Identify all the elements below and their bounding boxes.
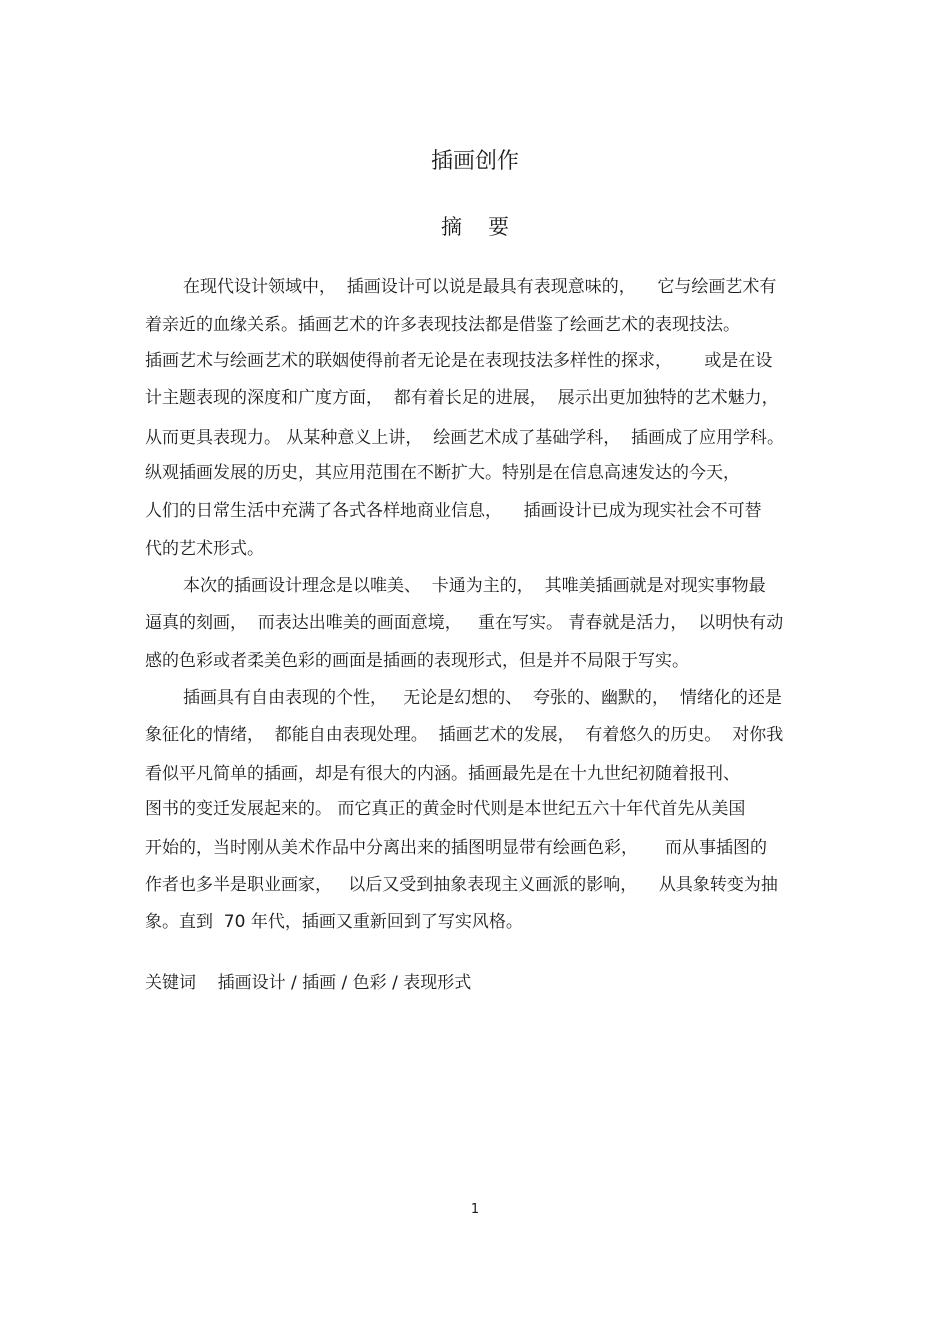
paragraph-1-line-3: 插画艺术与绘画艺术的联姻使得前者无论是在表现技法多样性的探求， 或是在设: [145, 351, 773, 371]
paragraph-1-line-8: 代的艺术形式。: [145, 539, 264, 559]
paragraph-2-line-3: 感的色彩或者柔美色彩的画面是插画的表现形式，但是并不局限于写实。: [145, 651, 689, 671]
document-title: 插画创作: [430, 149, 519, 174]
paragraph-3-line-7: 象。直到 70 年代，插画又重新回到了写实风格。: [145, 912, 523, 932]
abstract-heading: 摘要: [441, 215, 535, 239]
paragraph-3-line-5: 开始的，当时刚从美术作品中分离出来的插图明显带有绘画色彩， 而从事插图的: [145, 838, 768, 858]
page-number: 1: [470, 1202, 480, 1217]
paragraph-1-line-4: 计主题表现的深度和广度方面， 都有着长足的进展， 展示出更加独特的艺术魅力，: [145, 388, 779, 408]
paragraph-1-line-2: 着亲近的血缘关系。插画艺术的许多表现技法都是借鉴了绘画艺术的表现技法。: [145, 315, 740, 335]
paragraph-3-line-2: 象征化的情绪， 都能自由表现处理。 插画艺术的发展， 有着悠久的历史。 对你我: [145, 725, 784, 745]
paragraph-1-line-6: 纵观插画发展的历史，其应用范围在不断扩大。特别是在信息高速发达的今天，: [145, 463, 740, 483]
paragraph-2-line-1: 本次的插画设计理念是以唯美、 卡通为主的， 其唯美插画就是对现实事物最: [183, 576, 766, 596]
paragraph-1-line-7: 人们的日常生活中充满了各式各样地商业信息， 插画设计已成为现实社会不可替: [145, 501, 762, 521]
paragraph-3-line-1: 插画具有自由表现的个性， 无论是幻想的、 夸张的、幽默的， 情绪化的还是: [183, 688, 782, 708]
paragraph-3-line-4: 图书的变迁发展起来的。 而它真正的黄金时代则是本世纪五六十年代首先从美国: [145, 799, 746, 819]
paragraph-3-line-6: 作者也多半是职业画家， 以后又受到抽象表现主义画派的影响， 从具象转变为抽: [145, 875, 778, 895]
keywords: 关键词 插画设计 / 插画 / 色彩 / 表现形式: [145, 973, 472, 993]
paragraph-3-line-3: 看似平凡简单的插画，却是有很大的内涵。插画最先是在十九世纪初随着报刊、: [145, 764, 740, 784]
paragraph-1-line-5: 从而更具表现力。 从某种意义上讲， 绘画艺术成了基础学科， 插画成了应用学科。: [145, 428, 785, 448]
paragraph-1-line-1: 在现代设计领域中， 插画设计可以说是最具有表现意味的， 它与绘画艺术有: [183, 277, 777, 297]
paragraph-2-line-2: 逼真的刻画， 而表达出唯美的画面意境， 重在写实。 青春就是活力， 以明快有动: [145, 613, 784, 633]
